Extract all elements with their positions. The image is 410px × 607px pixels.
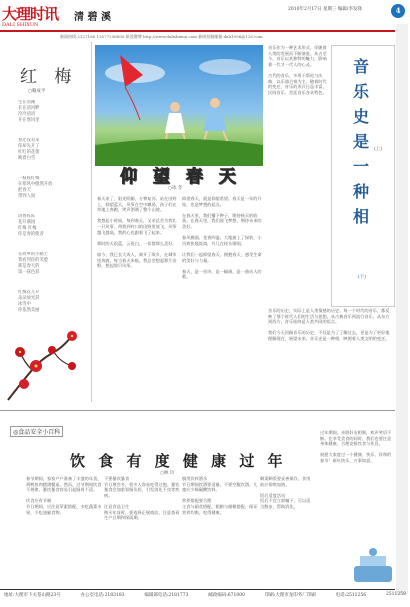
brand-name: 大理 bbox=[2, 5, 31, 23]
brand-highlight: 时讯 bbox=[30, 5, 59, 23]
article-body: 过年期间，亲朋好友相聚，欢声笑语不断。在享受美食的同时，我们也要注意身体健康，合理安排饮食与作息。 祝愿大家度过一个健康、快乐、祥和的春节！新年快乐，万事如意。 bbox=[320, 430, 392, 463]
decorative-pot-icon bbox=[350, 540, 396, 586]
kite-children-illustration bbox=[95, 45, 263, 166]
footer-office: 办公室电话:2183183 bbox=[80, 593, 125, 598]
article-body: 春天来了，阳光明媚，万物复苏。站在田野上，仰望蓝天，风筝在空中飘荡，孩子们在草地上奔跑，笑声洒满了整个山坡。 我想起小时候，每到春天，父亲总会为我扎一只风筝，带我到村口的田野里放飞。风筝越飞越高，我的心也跟着飞了起来。 那时的天很蓝，云很白，一切都那么美好。 如今，我已长大成人，离开了故乡，在城市里奔波。每当春天来临，我总会想起那片田野，想起那只风筝。 bbox=[97, 196, 177, 269]
footer-print: 印刷:大理市龙印务厂印刷 bbox=[264, 593, 316, 598]
poem-author: ○赖成平 bbox=[28, 89, 46, 94]
brand-english: DALI SHIXUN bbox=[2, 22, 39, 28]
article-body: 仰望春天，就是仰望希望。春天是一年的开始，也是梦想的起点。 在春天里，我们播下种子，期待秋天的收获。在春天里，我们放飞梦想，期待未来的美好。 春风拂面，花香四溢。大地披上了绿装，小河欢快地流淌，鸟儿在枝头歌唱。 让我们一起仰望春天，拥抱春天，感受生命的美好与力量。 春天，是一首诗，是一幅画，是一曲动人的歌。 bbox=[182, 196, 262, 280]
section-title: 清 碧 溪 bbox=[74, 12, 111, 23]
page-number-badge: 4 bbox=[391, 4, 405, 18]
article-body: 音乐作为一种艺术形式，伴随着人类的发展而不断演进。从古至今，音乐以其独特的魅力，影响着一代又一代人的心灵。 古代的音乐，多用于祭祀与庆典，以乐器合奏为主。随着时代的变迁，音乐的形式日益丰富，民间音乐、宫廷音乐各具特色。 bbox=[268, 45, 327, 95]
article-body: 音乐的历史，实际上是人类情感的历史。每一个时代的音乐，都反映了那个时代人们的生活与思想。从古典音乐到流行音乐，从东方到西方，音乐始终是人类共同的语言。 我们今天回顾音乐的历史，不仅是为了了解过去，更是为了更好地理解现在，展望未来。音乐史是一种相，映照着人类文明的变迁。 bbox=[268, 308, 390, 341]
section-divider bbox=[0, 410, 395, 411]
contact-bar: 新闻热线:2127166 13577256800 新浪微博 http://www.dalishixun.com 新闻投稿邮箱:dali1996@126.com bbox=[60, 34, 263, 39]
footer-postcode: 邮政编码:671000 bbox=[208, 593, 245, 598]
editor-text: 编辑/李发锋 bbox=[337, 7, 362, 12]
plum-blossom-illustration bbox=[2, 322, 90, 402]
music-article-title: 音乐史是一种相 bbox=[352, 57, 369, 226]
food-article-body: 慎用饮料酒水 节日期间饮酒要适量，不要空腹饮酒。儿童应少喝碳酸饮料。 营养搭配要合理 主食与副食搭配，粗粮与细粮搭配，保证营养均衡，吃得健康。 bbox=[182, 476, 258, 515]
poem-stanza: 生在清溪 长在清河畔 冷冷清清 开在寒风里 bbox=[18, 100, 40, 123]
column-divider bbox=[91, 42, 92, 402]
poem-title: 红 梅 bbox=[20, 67, 78, 87]
newspaper-logo bbox=[2, 3, 60, 29]
music-part-label: (下) bbox=[358, 275, 367, 280]
footer-phone: 电话:2511256 bbox=[335, 593, 367, 598]
footer-edit: 编辑部电话:2181773 bbox=[144, 593, 189, 598]
food-article-title: 饮 食 有 度 健 康 过 年 bbox=[70, 452, 287, 470]
poem-stanza: 在故乡的小路上 我看到你的笑脸 那是春天的 第一抹色彩 bbox=[18, 252, 49, 275]
music-part-mark: (上) bbox=[374, 147, 383, 152]
footer-phone: 2511258 bbox=[385, 592, 406, 597]
header-divider bbox=[0, 30, 395, 32]
footer-divider bbox=[0, 589, 395, 590]
poem-stanza: 清香阵阵 花开满园 红梅 红梅 你是春的使者 bbox=[18, 214, 44, 237]
food-article-author: ○林 玲 bbox=[160, 471, 175, 476]
article-title: 仰 望 春 天 bbox=[120, 167, 241, 187]
poem-stanza: 红梅花儿开 朵朵放光彩 冰雪中 你依然美丽 bbox=[18, 290, 40, 313]
page-margin-strip bbox=[396, 24, 408, 594]
issue-date bbox=[288, 6, 362, 12]
food-section-header bbox=[10, 426, 63, 437]
food-article-body: 剩菜剩饭要妥善保存，食用前应彻底加热。 饭后适度活动 饭后不宜立即躺下，可以适当散步，帮助消化。 bbox=[260, 476, 311, 509]
hero-photo bbox=[95, 45, 263, 166]
food-section-label: ◎食品安全小百科 bbox=[10, 426, 63, 437]
date-text: 2010年2月17日 星期三 bbox=[288, 7, 337, 12]
food-article-body: 不要暴饮暴食 节日聚会多，很多人容易吃得过饱。暴饮暴食会加重胃肠负担，引发消化不良等疾病。 注意食品卫生 购买年货时，要选择正规商店，注意查看生产日期和保质期。 bbox=[104, 476, 180, 521]
poem-stanza: 一枝枝红梅 在寒风中傲然开放 把春天 带到人间 bbox=[18, 176, 53, 199]
food-article-body: 春节期间，家家户户准备了丰盛的年货，鸡鸭鱼肉摆满餐桌。然而，过节期间饮食不规律，暴饮暴食容易引起肠胃不适。 饮食应有节制 节日期间，应注意荤素搭配，多吃蔬菜水果，少吃油腻食物。 bbox=[26, 476, 102, 515]
footer-bar bbox=[4, 592, 406, 598]
article-author: ○冰 冬 bbox=[168, 186, 183, 191]
footer-address: 地址:大理市下关苍山路23号 bbox=[4, 593, 61, 598]
poem-stanza: 春还没有来 你却先开了 红红的花蕾 映着白雪 bbox=[18, 138, 40, 161]
